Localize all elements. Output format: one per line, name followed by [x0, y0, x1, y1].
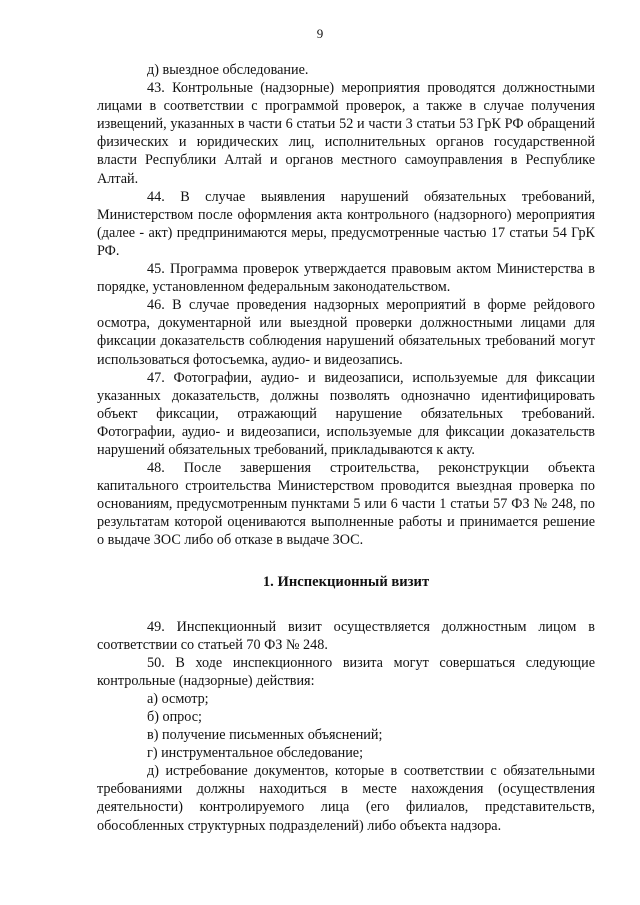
- paragraph-43: 43. Контрольные (надзорные) мероприятия проводятся должностными лицами в соответствии с программой проверок, а также в случае получения извещений, указанных в части 6 статьи 52 и части 3 статьи 53 ГрК РФ обращений физических и юридических лиц, исполнительных органов государственной власти Республики Алтай и органов местного самоуправления в Республике Алтай.: [97, 80, 595, 187]
- paragraph-47: 47. Фотографии, аудио- и видеозаписи, используемые для фиксации указанных доказательств, должны позволять однозначно идентифицировать объект фиксации, отражающий нарушение обязательных требований. Фотографии, аудио- и видеозаписи, используемые для фиксации доказательств нарушений обязательных требований, прикладываются к акту.: [97, 369, 595, 458]
- sub-item-g: г) инструментальное обследование;: [147, 745, 364, 762]
- document-body: [97, 61, 595, 835]
- spacer: [97, 591, 595, 618]
- spacer: [97, 550, 595, 573]
- section-heading: 1. Инспекционный визит: [262, 573, 430, 590]
- sub-item-v: в) получение письменных объяснений;: [147, 727, 383, 744]
- paragraph-44: 44. В случае выявления нарушений обязательных требований, Министерством после оформления акта контрольного (надзорного) мероприятия (далее - акт) предпринимаются меры, предусмотренные частью 17 статьи 54 ГрК РФ.: [97, 188, 595, 259]
- paragraph-50: 50. В ходе инспекционного визита могут совершаться следующие контрольные (надзорные) действия:: [97, 654, 595, 689]
- list-item-d: д) выездное обследование.: [147, 62, 309, 78]
- sub-item-d: д) истребование документов, которые в соответствии с обязательными требованиями должны находиться в месте нахождения (осуществления деятельности) контролируемого лица (его филиалов, представительств, обособленных структурных подразделений) либо объекта надзора.: [97, 763, 595, 834]
- sub-item-b: б) опрос;: [147, 709, 202, 725]
- sub-item-a: а) осмотр;: [147, 690, 209, 707]
- paragraph-46: 46. В случае проведения надзорных мероприятий в форме рейдового осмотра, документарной или выездной проверки должностными лицами для фиксации доказательств соблюдения нарушений обязательных требований могут использоваться фотосъемка, аудио- и видеозапись.: [97, 297, 595, 368]
- paragraph-49: 49. Инспекционный визит осуществляется должностным лицом в соответствии со статьей 70 ФЗ № 248.: [97, 618, 595, 653]
- paragraph-45: 45. Программа проверок утверждается правовым актом Министерства в порядке, установленном федеральным законодательством.: [97, 261, 595, 296]
- page-number: 9: [316, 26, 324, 41]
- paragraph-48: 48. После завершения строительства, реконструкции объекта капитального строительства Министерством проводится выездная проверка по основаниям, предусмотренным пунктами 5 или 6 части 1 статьи 57 ФЗ № 248, по результатам которой оцениваются выполненные работы и принимается решение о выдаче ЗОС либо об отказе в выдаче ЗОС.: [97, 460, 595, 549]
